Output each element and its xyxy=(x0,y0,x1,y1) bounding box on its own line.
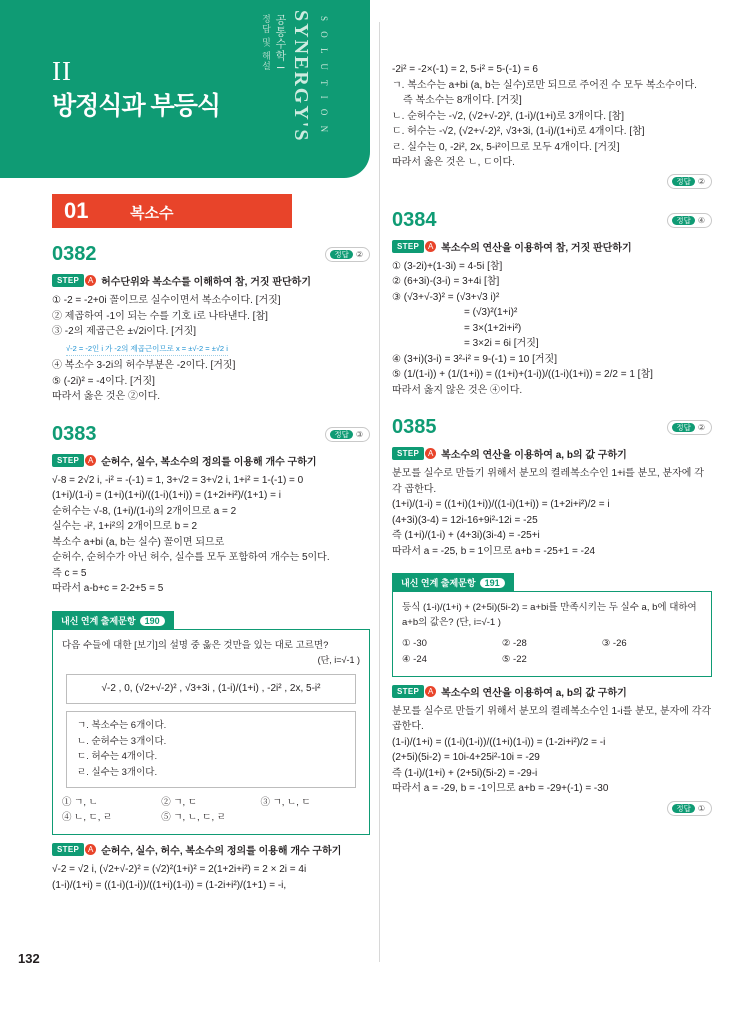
problem-condition: (단, i=√-1 ) xyxy=(317,654,360,665)
related-problem-label: 내신 연계 출제문항 xyxy=(401,578,476,588)
step-circle-label: A xyxy=(85,455,96,466)
question-number: 0383 xyxy=(52,422,97,445)
problem-choices xyxy=(402,636,702,666)
related-problem-header xyxy=(52,611,174,630)
chapter-numeral: II xyxy=(52,56,72,86)
question-header-0384 xyxy=(392,209,712,232)
step-header-191 xyxy=(392,684,712,699)
related-problem-label: 내신 연계 출제문항 xyxy=(61,615,136,626)
solution-line: -2i² = -2×(-1) = 2, 5-i² = 5-(-1) = 6 xyxy=(392,64,538,75)
solution-line: = (√3)²(1+i)² xyxy=(464,307,518,318)
question-number: 0382 xyxy=(52,243,97,265)
step-title: 허수단위와 복소수를 이해하여 참, 거짓 판단하기 xyxy=(101,277,311,288)
step-header-190 xyxy=(52,842,370,857)
step-header-0385 xyxy=(392,446,712,461)
step-title: 복소수의 연산을 이용하여 참, 거짓 판단하기 xyxy=(441,242,632,254)
choice-item[interactable]: ⑤ -22 xyxy=(501,653,527,665)
choice-item[interactable]: ② ㄱ, ㄷ xyxy=(161,796,197,808)
problem-choices xyxy=(62,795,360,825)
problem-formula: √-2 , 0, (√2+√-2)² , √3+3i , (1-i)/(1+i) , -2i² , 2x, 5-i² xyxy=(66,674,356,704)
step-header-0383 xyxy=(52,453,370,468)
solution-body-0385 xyxy=(392,466,712,559)
solution-line: (1-i)/(1+i) = ((1-i)(1-i))/((1+i)(1-i)) = (1-2i+i²)/2 = -i xyxy=(392,736,606,748)
answer-badge-label: 정답 xyxy=(672,216,695,225)
solution-line: ㄴ. 순허수는 -√2, (√2+√-2)², (1-i)/(1+i)로 3개이다. [참] xyxy=(392,110,624,122)
solution-line: (1+i)/(1-i) = (1+i)(1+i)/((1-i)(1+i)) = (1+2i+i²)/(1+1) = i xyxy=(52,490,281,501)
step-tag: STEP xyxy=(392,447,424,460)
solution-line: ① (3-2i)+(1-3i) = 4-5i [참] xyxy=(392,260,503,272)
answer-badge-label: 정답 xyxy=(330,250,353,259)
solution-line: 순허수, 순허수가 아닌 허수, 실수를 모두 포함하여 개수는 5이다. xyxy=(52,552,330,563)
right-column xyxy=(392,62,712,818)
answer-badge-label: 정답 xyxy=(330,430,353,439)
solution-line: 따라서 옳지 않은 것은 ④이다. xyxy=(392,384,523,396)
choice-item[interactable]: ① -30 xyxy=(402,638,427,650)
solution-line: 따라서 옳은 것은 ②이다. xyxy=(52,391,161,402)
question-header-0385 xyxy=(392,416,712,439)
question-header-0382 xyxy=(52,243,370,266)
step-title: 복소수의 연산을 이용하여 a, b의 값 구하기 xyxy=(441,450,627,461)
solution-line: ㄷ. 허수는 -√2, (√2+√-2)², √3+3i, (1-i)/(1+i)로 4개이다. [참] xyxy=(392,126,645,137)
solution-line: ④ 복소수 3-2i의 허수부분은 -2이다. [거짓] xyxy=(52,360,236,371)
chapter-title: 방정식과 부등식 xyxy=(52,92,220,120)
choice-item[interactable]: ④ -24 xyxy=(402,653,427,665)
solution-line: ② 제곱하여 -1이 되는 수를 기호 i로 나타낸다. [참] xyxy=(52,310,268,322)
step-tag: STEP xyxy=(392,240,424,253)
answer-badge-value: ① xyxy=(697,804,705,814)
choice-item[interactable]: ③ -26 xyxy=(601,638,627,650)
solution-line: ③ (√3+√-3)² = (√3+√3 i)² xyxy=(392,291,500,303)
solution-line: 따라서 a = -29, b = -1이므로 a+b = -29+(-1) = -30 xyxy=(392,783,609,795)
step-circle-label: A xyxy=(425,448,436,459)
answer-badge-label: 정답 xyxy=(672,804,695,813)
step-title: 복소수의 연산을 이용하여 a, b의 값 구하기 xyxy=(441,687,627,699)
related-problem-190 xyxy=(52,611,370,894)
bogi-item: ㄷ. 허수는 4개이다. xyxy=(77,751,158,763)
step-circle-label: A xyxy=(425,241,436,252)
step-title: 순허수, 실수, 허수, 복소수의 정의를 이용해 개수 구하기 xyxy=(101,846,342,858)
solution-line: 따라서 a = -25, b = 1이므로 a+b = -25+1 = -24 xyxy=(392,545,596,557)
answer-badge-label: 정답 xyxy=(672,423,695,432)
solution-line: = 3×(1+2i+i²) xyxy=(464,322,522,334)
section-number: 01 xyxy=(64,198,89,223)
answer-badge xyxy=(667,174,712,189)
bogi-item: ㄴ. 순허수는 3개이다. xyxy=(77,735,167,747)
solution-line: 순허수는 √-8, (1+i)/(1-i)의 2개이므로 a = 2 xyxy=(52,505,237,517)
question-header-0383 xyxy=(52,423,370,446)
section-title-bar xyxy=(52,194,292,228)
solution-line: (4+3i)(3-4) = 12i-16+9i²-12i = -25 xyxy=(392,514,538,526)
choice-item[interactable]: ② -28 xyxy=(501,638,527,650)
solution-line: 분모를 실수로 만들기 위해서 분모의 켤레복소수인 1-i를 분모, 분자에 각각 곱한다. xyxy=(392,705,712,733)
subject-sublabel: 정답 및 해설 xyxy=(261,14,271,72)
related-problem-box xyxy=(392,591,712,677)
related-problem-191 xyxy=(392,573,712,818)
answer-badge-value: ② xyxy=(355,250,363,259)
answer-badge xyxy=(667,420,712,435)
bogi-item: ㄱ. 복소수는 6개이다. xyxy=(77,720,167,732)
bogi-item: ㄹ. 실수는 3개이다. xyxy=(77,767,158,779)
solution-line: = 3×2i = 6i [거짓] xyxy=(464,338,539,349)
answer-badge xyxy=(667,213,712,228)
solution-line: ㄹ. 실수는 0, -2i², 2x, 5-i²이므로 모두 4개이다. [거짓] xyxy=(392,141,620,153)
problem-bogi-list xyxy=(66,711,356,788)
step-tag: STEP xyxy=(52,454,84,467)
choice-item[interactable]: ⑤ ㄱ, ㄴ, ㄷ, ㄹ xyxy=(161,811,226,823)
chapter-banner xyxy=(0,0,370,178)
answer-badge-value: ④ xyxy=(697,215,705,225)
step-circle-label: A xyxy=(85,844,96,855)
left-column xyxy=(52,243,370,893)
solution-line: ⑤ (1/(1-i)) + (1/(1+i)) = ((1+i)+(1-i))/((1-i)(1+i)) = 2/2 = 1 [참] xyxy=(392,369,653,380)
solution-line: 실수는 -i², 1+i²의 2개이므로 b = 2 xyxy=(52,521,198,532)
column-divider xyxy=(379,22,380,962)
question-number: 0385 xyxy=(392,416,437,438)
solution-line: 따라서 a-b+c = 2-2+5 = 5 xyxy=(52,583,164,594)
solution-line: ② (6+3i)-(3-i) = 3+4i [참] xyxy=(392,276,500,287)
solution-line: 즉 c = 5 xyxy=(52,567,87,579)
answer-badge xyxy=(667,801,712,816)
solution-line: (1-i)/(1+i) = ((1-i)(1-i))/((1+i)(1-i)) = (1-2i+i²)/(1+1) = -i, xyxy=(52,879,287,891)
answer-badge-value: ③ xyxy=(355,429,363,439)
solution-line: (1+i)/(1-i) = ((1+i)(1+i))/((1-i)(1+i)) = (1+2i+i²)/2 = i xyxy=(392,499,610,510)
related-problem-box xyxy=(52,629,370,836)
related-problem-number: 191 xyxy=(480,578,505,588)
solution-line: (2+5i)(5i-2) = 10i-4+25i²-10i = -29 xyxy=(392,752,540,764)
solution-line: 복소수 a+bi (a, b는 실수) 꼴이면 되므로 xyxy=(52,536,225,548)
choice-item[interactable]: ④ ㄴ, ㄷ, ㄹ xyxy=(62,811,113,823)
question-number: 0384 xyxy=(392,208,437,231)
solution-line: 즉 (1+i)/(1-i) + (4+3i)(3i-4) = -25+i xyxy=(392,530,540,541)
step-header-0384 xyxy=(392,239,712,254)
related-problem-number: 190 xyxy=(140,616,165,626)
step-circle-label: A xyxy=(425,686,436,697)
page-number: 132 xyxy=(18,951,40,966)
answer-badge-label: 정답 xyxy=(672,177,695,186)
solution-body-0383 xyxy=(52,473,370,597)
solution-line: ④ (3+i)(3-i) = 3²-i² = 9-(-1) = 10 [거짓] xyxy=(392,353,557,365)
step-tag: STEP xyxy=(52,843,84,856)
section-name: 복소수 xyxy=(130,205,174,222)
choice-item[interactable]: ① ㄱ, ㄴ xyxy=(62,796,98,808)
solution-line: √-8 = 2√2 i, -i² = -(-1) = 1, 3+√2 = 3+√2 i, 1+i² = 1-(-1) = 0 xyxy=(52,474,304,486)
step-header-0382 xyxy=(52,273,370,288)
solution-line: 즉 복소수는 8개이다. [거짓] xyxy=(403,95,522,106)
solution-line: ① -2 = -2+0i 꼴이므로 실수이면서 복소수이다. [거짓] xyxy=(52,295,281,306)
problem-prompt: 등식 (1-i)/(1+i) + (2+5i)(5i-2) = a+bi를 만족시키는 두 실수 a, b에 대하여 a+b의 값은? (단, i=√-1 ) xyxy=(402,602,697,629)
answer-badge xyxy=(325,427,370,442)
solution-body-0384 xyxy=(392,259,712,399)
solution-line: √-2 = √2 i, (√2+√-2)² = (√2)²(1+i)² = 2(1+2i+i²) = 2 × 2i = 4i xyxy=(52,864,307,876)
solution-body-continued xyxy=(392,62,712,171)
answer-badge-value: ② xyxy=(697,423,705,432)
solution-note: √-2 = -2인 i 가 -2의 제곱근이므로 x = ±√-2 = ±√2 i xyxy=(66,344,228,356)
subject-label: 공통수학 I xyxy=(274,14,286,71)
brand-sublogo: S O L U T I O N xyxy=(319,16,329,137)
choice-item[interactable]: ③ ㄱ, ㄴ, ㄷ xyxy=(260,796,311,808)
solution-body-190 xyxy=(52,862,370,893)
solution-line: ⑤ (-2i)² = -4이다. [거짓] xyxy=(52,375,155,387)
step-tag: STEP xyxy=(392,685,424,698)
related-problem-header xyxy=(392,573,514,592)
solution-line: 분모를 실수로 만들기 위해서 분모의 켤레복소수인 1+i를 분모, 분자에 각각 곱한다. xyxy=(392,468,704,495)
step-circle-label: A xyxy=(85,275,96,286)
solution-line: ㄱ. 복소수는 a+bi (a, b는 실수)로만 되므로 주어진 수 모두 복소수이다. xyxy=(392,79,697,91)
answer-badge xyxy=(325,247,370,262)
step-tag: STEP xyxy=(52,274,84,287)
solution-body-0382 xyxy=(52,293,370,405)
solution-line: ③ -2의 제곱근은 ±√2i이다. [거짓] xyxy=(52,326,197,337)
solution-body-191 xyxy=(392,704,712,797)
answer-badge-value: ② xyxy=(697,176,705,186)
brand-logo: SYNERGY'S xyxy=(290,10,312,143)
problem-prompt: 다음 수들에 대한 [보기]의 설명 중 옳은 것만을 있는 대로 고르면? xyxy=(62,639,329,651)
solution-line: 따라서 옳은 것은 ㄴ, ㄷ이다. xyxy=(392,157,515,168)
solution-line: 즉 (1-i)/(1+i) + (2+5i)(5i-2) = -29-i xyxy=(392,767,538,779)
step-title: 순허수, 실수, 복소수의 정의를 이용해 개수 구하기 xyxy=(101,456,317,468)
